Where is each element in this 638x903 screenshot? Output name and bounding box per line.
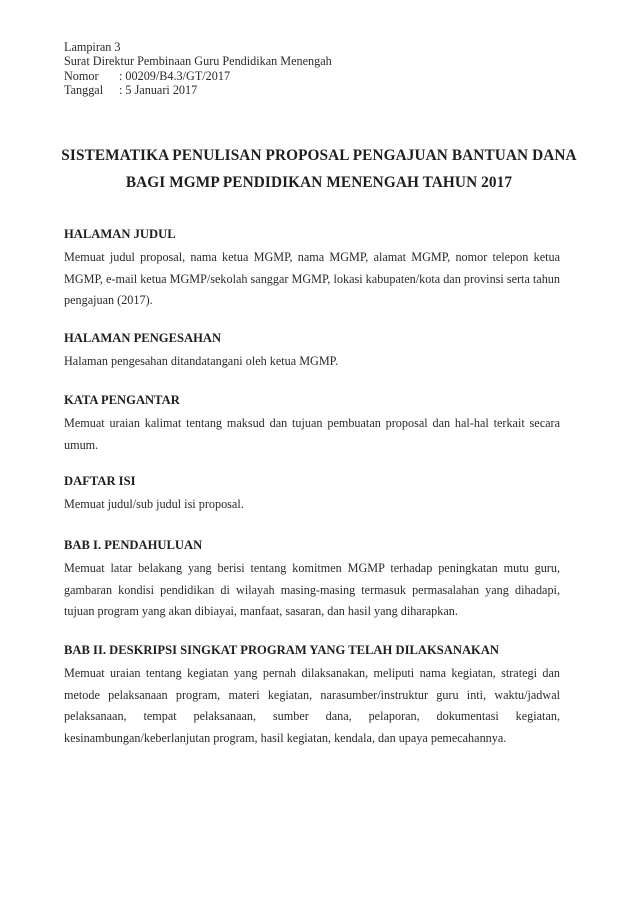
section-body: Halaman pengesahan ditandatangani oleh ketua MGMP. [64,354,339,368]
section-heading: BAB I. PENDAHULUAN [64,538,203,552]
section-body: Memuat judul/sub judul isi proposal. [64,497,244,511]
section-heading: KATA PENGANTAR [64,393,180,407]
section-heading: DAFTAR ISI [64,474,136,488]
nomor-label: Nomor [64,68,99,83]
title-line-2: BAGI MGMP PENDIDIKAN MENENGAH TAHUN 2017 [125,174,513,191]
section-heading: BAB II. DESKRIPSI SINGKAT PROGRAM YANG TELAH DILAKSANAKAN [64,643,500,657]
section-halaman-pengesahan [64,331,560,373]
section-kata-pengantar [64,393,560,456]
surat-line: Surat Direktur Pembinaan Guru Pendidikan Menengah [64,54,332,69]
tanggal-row [64,83,332,97]
title-line-1: SISTEMATIKA PENULISAN PROPOSAL PENGAJUAN BANTUAN DANA [61,147,577,164]
document-title [40,142,598,196]
letter-header [64,40,332,97]
tanggal-label: Tanggal [64,82,104,97]
section-body: Memuat uraian tentang kegiatan yang pernah dilaksanakan, meliputi nama kegiatan, strategi dan metode pelaksanaan program, materi kegiatan, narasumber/instruktur guru inti, waktu/jadwal pelaksanaan, tempat pelaksanaan, sumber dana, pelaporan, dokumentasi kegiatan, kesinambungan/keberlanjutan program, hasil kegiatan, kendala, dan upaya pemecahannya. [64,666,560,745]
tanggal-value: : 5 Januari 2017 [119,82,198,97]
section-heading: HALAMAN PENGESAHAN [64,331,222,345]
section-body: Memuat uraian kalimat tentang maksud dan tujuan pembuatan proposal dan hal-hal terkait secara umum. [64,416,560,452]
section-bab-2 [64,643,560,749]
lampiran-line: Lampiran 3 [64,40,121,54]
section-heading: HALAMAN JUDUL [64,227,176,241]
nomor-value: : 00209/B4.3/GT/2017 [119,68,231,83]
section-halaman-judul [64,227,560,312]
section-daftar-isi [64,474,560,516]
nomor-row [64,69,332,83]
section-body: Memuat latar belakang yang berisi tentang komitmen MGMP terhadap peningkatan mutu guru, gambaran kondisi pendidikan di wilayah masing-masing termasuk permasalahan yang dihadapi, tujuan program yang akan dibiayai, manfaat, sasaran, dan hasil yang diharapkan. [64,561,560,619]
section-body: Memuat judul proposal, nama ketua MGMP, nama MGMP, alamat MGMP, nomor telepon ketua MGMP, e-mail ketua MGMP/sekolah sanggar MGMP, lokasi kabupaten/kota dan provinsi serta tahun pengajuan (2017). [64,250,560,308]
section-bab-1 [64,538,560,623]
